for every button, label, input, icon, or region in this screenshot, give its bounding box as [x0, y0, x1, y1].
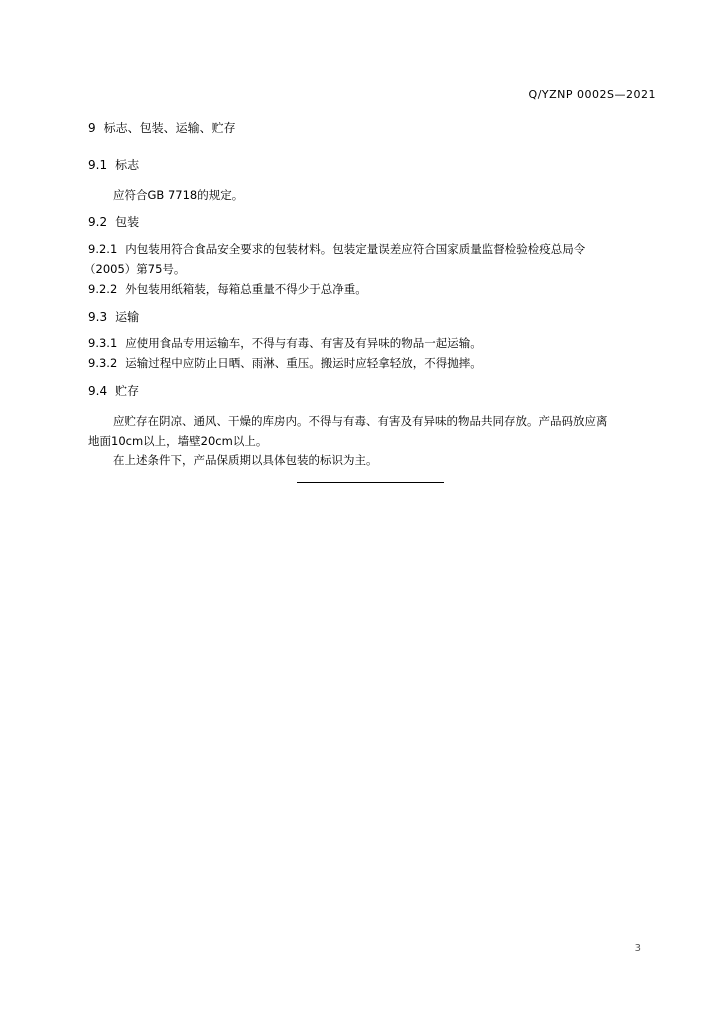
- section-number: 9.3: [88, 310, 108, 324]
- section-title: 包装: [115, 215, 140, 229]
- section-9-4-para2: 在上述条件下，产品保质期以具体包装的标识为主。: [113, 453, 378, 467]
- section-9-4-para1-line1: 应贮存在阴凉、通风、干燥的库房内。不得与有毒、有害及有异味的物品共同存放。产品码放应离: [113, 414, 608, 428]
- section-9-4-heading: [88, 382, 139, 399]
- section-title: 运输: [115, 310, 140, 324]
- clause-9-3-2: [88, 355, 482, 371]
- clause-9-2-1-line2: （2005）第75号。: [84, 262, 186, 276]
- clause-text: 外包装用纸箱装，每箱总重量不得少于总净重。: [125, 282, 367, 296]
- page-number: 3: [634, 943, 641, 954]
- section-9-heading: [88, 119, 236, 136]
- section-title: 标志: [115, 158, 140, 172]
- section-9-1-heading: [88, 156, 139, 173]
- clause-text: 运输过程中应防止日晒、雨淋、重压。搬运时应轻拿轻放，不得抛摔。: [125, 356, 482, 370]
- section-title: 贮存: [115, 384, 140, 398]
- clause-number: 9.3.1: [88, 336, 118, 350]
- clause-number: 9.2.2: [88, 282, 118, 296]
- clause-number: 9.3.2: [88, 356, 118, 370]
- section-number: 9.4: [88, 384, 108, 398]
- end-rule: [297, 482, 444, 483]
- document-code-header: Q/YZNP 0002S—2021: [528, 88, 656, 101]
- clause-text: 内包装用符合食品安全要求的包装材料。包装定量误差应符合国家质量监督检验检疫总局令: [125, 242, 586, 256]
- section-9-4-para1-line2: 地面10cm以上，墙壁20cm以上。: [88, 434, 268, 448]
- clause-9-2-2: [88, 281, 367, 297]
- section-9-3-heading: [88, 308, 139, 325]
- clause-9-2-1-line1: [88, 241, 585, 257]
- section-title: 标志、包装、运输、贮存: [103, 121, 236, 135]
- section-9-2-heading: [88, 213, 139, 230]
- section-number: 9.1: [88, 158, 108, 172]
- clause-number: 9.2.1: [88, 242, 118, 256]
- section-number: 9: [88, 121, 96, 135]
- section-number: 9.2: [88, 215, 108, 229]
- section-9-1-body: 应符合GB 7718的规定。: [113, 188, 244, 202]
- clause-9-3-1: [88, 335, 482, 351]
- clause-text: 应使用食品专用运输车，不得与有毒、有害及有异味的物品一起运输。: [125, 336, 482, 350]
